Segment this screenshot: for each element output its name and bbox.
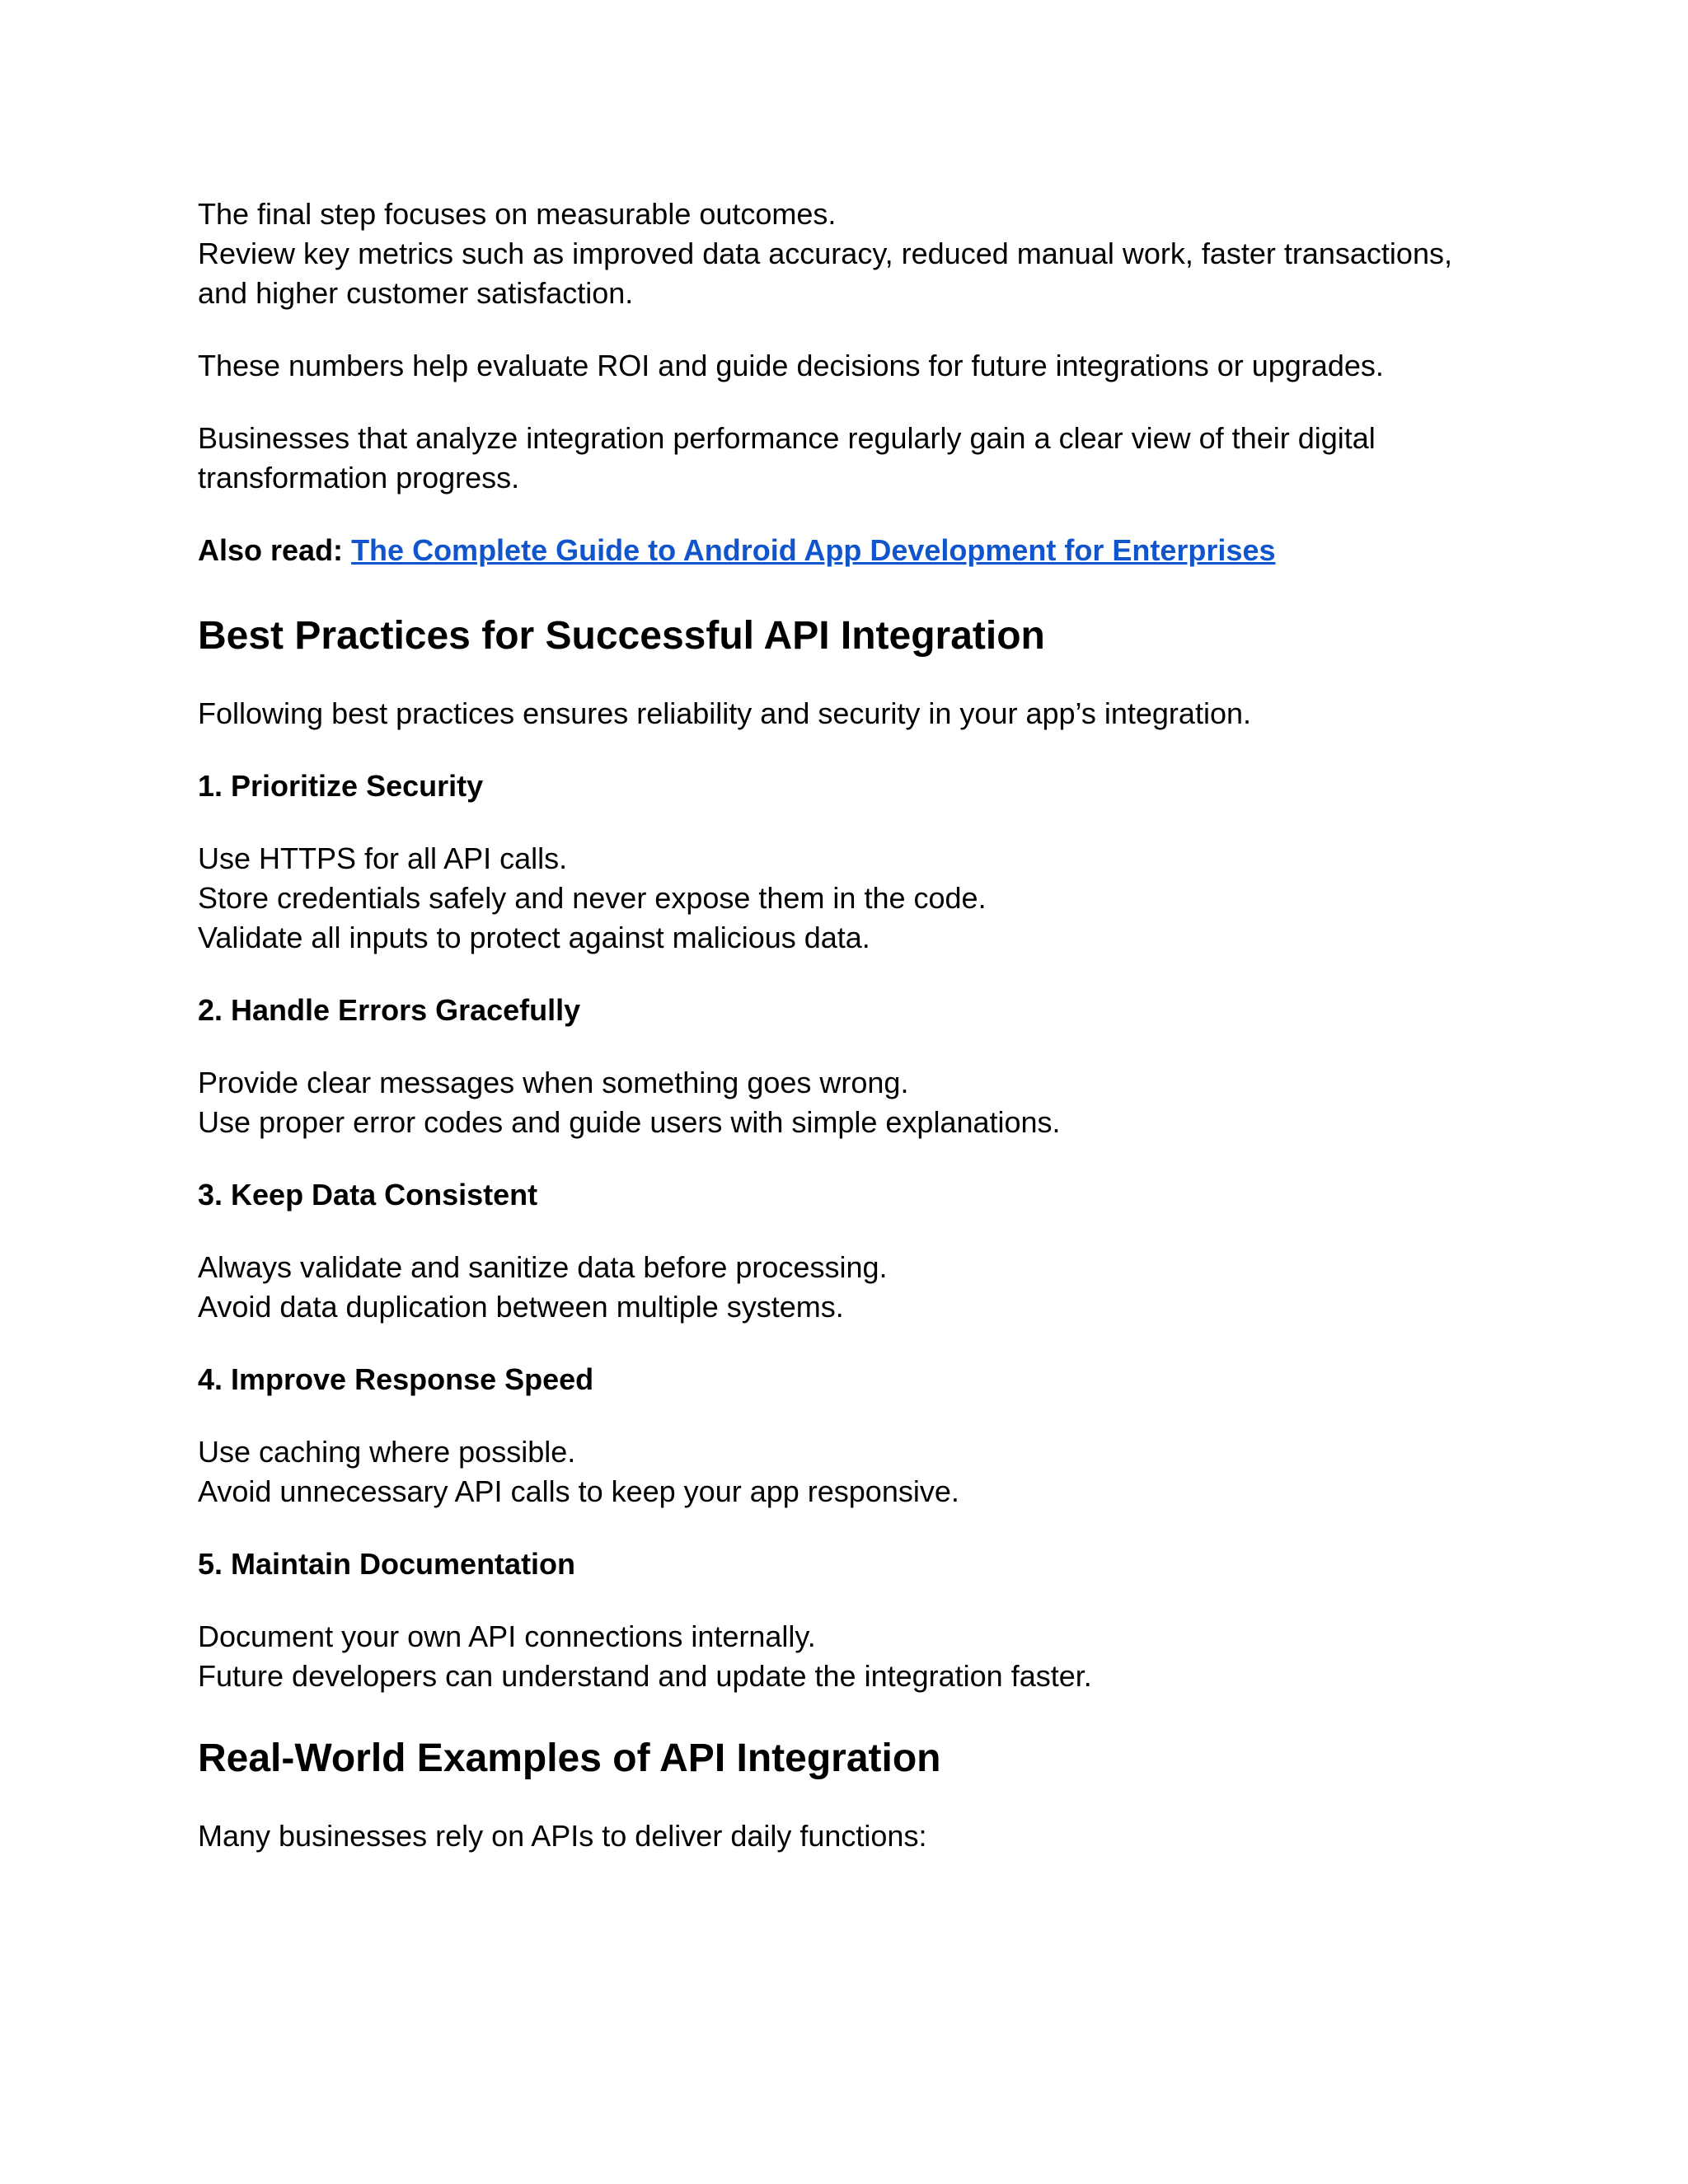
text-line: Use caching where possible. [198, 1435, 576, 1469]
also-read-link[interactable]: The Complete Guide to Android App Development for Enterprises [351, 533, 1276, 567]
text-line: Use HTTPS for all API calls. [198, 841, 568, 875]
text-line: Avoid unnecessary API calls to keep your app responsive. [198, 1474, 959, 1508]
also-read [198, 531, 1500, 570]
text-line: Provide clear messages when something goes wrong. [198, 1066, 909, 1099]
practice-body [198, 1248, 1500, 1327]
text-line: Validate all inputs to protect against malicious data. [198, 921, 870, 954]
text-line: Many businesses rely on APIs to deliver daily functions: [198, 1819, 927, 1853]
roi-paragraph [198, 346, 1500, 386]
text-line: Review key metrics such as improved data accuracy, reduced manual work, faster transactions, [198, 237, 1452, 270]
text-line: Document your own API connections internally. [198, 1619, 816, 1653]
text-line: Store credentials safely and never expose them in the code. [198, 881, 987, 915]
text-line: and higher customer satisfaction. [198, 276, 634, 310]
practice-documentation [198, 1544, 1500, 1696]
practice-title: 5. Maintain Documentation [198, 1547, 576, 1581]
text-line: Businesses that analyze integration performance regularly gain a clear view of their digital [198, 421, 1376, 455]
practice-title: 1. Prioritize Security [198, 769, 484, 803]
text-line: Always validate and sanitize data before processing. [198, 1250, 888, 1284]
text-line: transformation progress. [198, 461, 520, 494]
text-line: Future developers can understand and update the integration faster. [198, 1659, 1092, 1693]
practice-body [198, 839, 1500, 958]
best-practices-intro [198, 694, 1500, 733]
practice-title: 3. Keep Data Consistent [198, 1178, 538, 1212]
practice-body [198, 1617, 1500, 1696]
practice-consistency [198, 1175, 1500, 1327]
practice-title: 2. Handle Errors Gracefully [198, 993, 581, 1027]
also-read-label: Also read: [198, 533, 344, 567]
text-line: These numbers help evaluate ROI and guide decisions for future integrations or upgrades. [198, 349, 1384, 382]
practice-speed [198, 1360, 1500, 1511]
best-practices-heading: Best Practices for Successful API Integration [198, 614, 1045, 658]
practice-body [198, 1432, 1500, 1511]
text-line: The final step focuses on measurable outcomes. [198, 197, 837, 231]
text-line: Avoid data duplication between multiple systems. [198, 1290, 844, 1324]
text-line: Following best practices ensures reliability and security in your app’s integration. [198, 696, 1251, 730]
also-read-line [198, 531, 1500, 570]
document-page [198, 194, 1500, 1889]
practice-body [198, 1063, 1500, 1142]
performance-paragraph [198, 419, 1500, 498]
outcomes-paragraph [198, 194, 1500, 313]
practice-errors [198, 991, 1500, 1142]
practice-security [198, 766, 1500, 958]
text-line: Use proper error codes and guide users with simple explanations. [198, 1105, 1061, 1139]
examples-intro [198, 1816, 1500, 1856]
practice-title: 4. Improve Response Speed [198, 1362, 594, 1396]
examples-heading: Real-World Examples of API Integration [198, 1736, 941, 1780]
